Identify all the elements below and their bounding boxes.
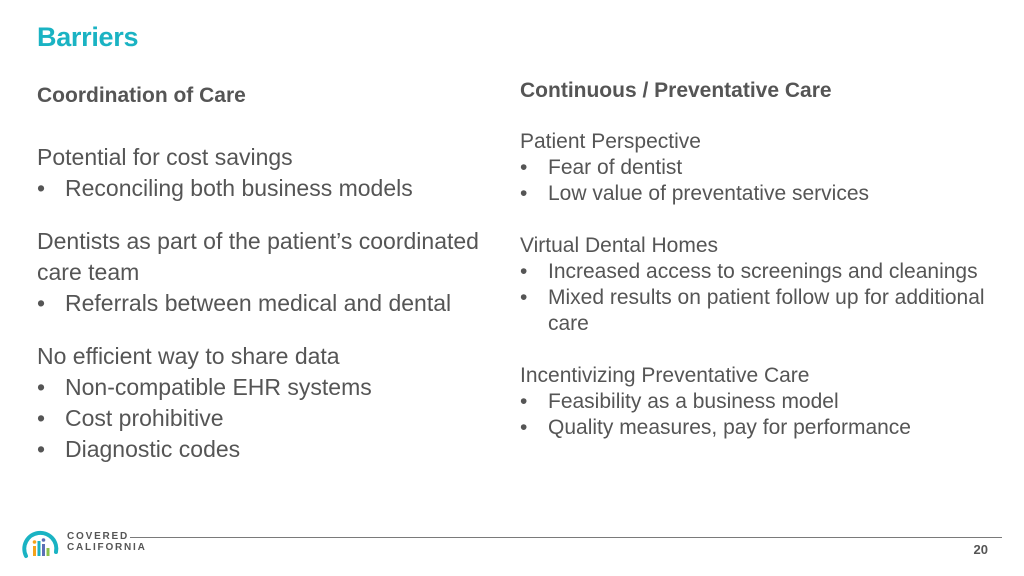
slide-title: Barriers <box>37 22 139 52</box>
group-lead: Patient Perspective <box>520 130 701 153</box>
bullet-item: • Cost prohibitive <box>37 403 487 434</box>
bullet-list <box>520 389 990 441</box>
right-group <box>520 129 990 207</box>
logo-text-california: CALIFORNIA <box>67 542 147 553</box>
bullet-item: • Referrals between medical and dental <box>37 288 487 319</box>
left-group <box>37 142 487 204</box>
page-number: 20 <box>973 542 988 557</box>
bullet-item: • Reconciling both business models <box>37 173 487 204</box>
bullet-list <box>520 259 990 337</box>
bullet-item: • Diagnostic codes <box>37 434 487 465</box>
left-group <box>37 341 487 465</box>
bullet-item: • Quality measures, pay for performance <box>520 415 990 441</box>
bullet-list <box>520 155 990 207</box>
logo-text-covered: COVERED <box>67 531 130 542</box>
right-column <box>520 129 990 467</box>
right-group <box>520 363 990 441</box>
bullet-item: • Fear of dentist <box>520 155 990 181</box>
bullet-item: • Non-compatible EHR systems <box>37 372 487 403</box>
bullet-list <box>37 173 487 204</box>
coordination-heading: Coordination of Care <box>37 84 246 107</box>
group-lead: Incentivizing Preventative Care <box>520 364 810 387</box>
bullet-item: • Increased access to screenings and cleanings <box>520 259 990 285</box>
bullet-item: • Low value of preventative services <box>520 181 990 207</box>
group-lead: No efficient way to share data <box>37 343 340 369</box>
group-lead: Virtual Dental Homes <box>520 234 719 257</box>
right-group <box>520 233 990 337</box>
left-group <box>37 226 487 319</box>
bullet-list <box>37 372 487 465</box>
group-lead: Dentists as part of the patient’s coordinated care team <box>37 228 479 285</box>
group-lead: Potential for cost savings <box>37 144 293 170</box>
bullet-item: • Mixed results on patient follow up for additional care <box>520 285 990 337</box>
footer-divider <box>130 537 1002 538</box>
preventative-heading: Continuous / Preventative Care <box>520 79 832 102</box>
left-column <box>37 142 487 487</box>
bullet-list <box>37 288 487 319</box>
bullet-item: • Feasibility as a business model <box>520 389 990 415</box>
